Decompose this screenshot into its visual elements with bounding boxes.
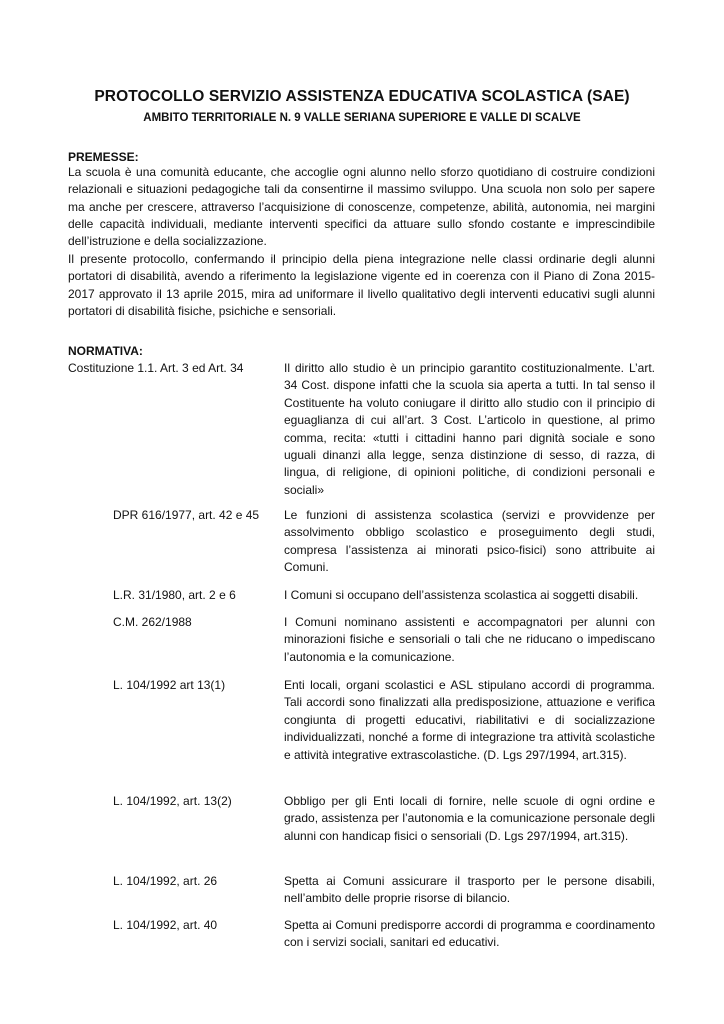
normativa-heading: NORMATIVA: <box>68 344 143 358</box>
normativa-description: I Comuni si occupano dell’assistenza scolastica ai soggetti disabili. <box>284 588 639 602</box>
normativa-reference: L. 104/1992 art 13(1) <box>113 678 226 692</box>
normativa-reference: DPR 616/1977, art. 42 e 45 <box>113 508 260 522</box>
normativa-reference: L. 104/1992, art. 13(2) <box>113 794 232 808</box>
normativa-description: I Comuni nominano assistenti e accompagnatori per alunni con minorazioni fisiche e sensoriali o tali che ne riducano o impediscano l’autonomia e la comunicazione. <box>284 615 655 664</box>
normativa-reference: L. 104/1992, art. 26 <box>113 874 218 888</box>
premesse-paragraph-1: La scuola è una comunità educante, che accoglie ogni alunno nello sforzo quotidiano di costruire condizioni relazionali e situazioni pedagogiche tali da consentirne il massimo sviluppo. Una scuola non solo per sapere ma anche per crescere, attraverso l’acquisizione di conoscenze, competenze, abilità, autonomia, nei margini delle capacità individuali, mediante interventi specifici da attuare sullo sfondo costante e imprescindibile dell’istruzione e della socializzazione. <box>68 165 655 249</box>
normativa-description: Le funzioni di assistenza scolastica (servizi e provvidenze per assolvimento obbligo scolastico e proseguimento degli studi, compresa l’assistenza ai minorati psico-fisici) sono attribuite ai Comuni. <box>284 508 655 575</box>
normativa-reference: L.R. 31/1980, art. 2 e 6 <box>113 588 236 602</box>
document-title: PROTOCOLLO SERVIZIO ASSISTENZA EDUCATIVA SCOLASTICA (SAE) <box>94 88 630 105</box>
normativa-description: Obbligo per gli Enti locali di fornire, nelle scuole di ogni ordine e grado, assistenza per l’autonomia e la comunicazione personale degli alunni con handicap fisici o sensoriali (D. Lgs 297/1994, art.315). <box>284 794 655 843</box>
normativa-description: Spetta ai Comuni assicurare il trasporto per le persone disabili, nell’ambito delle proprie risorse di bilancio. <box>284 874 655 906</box>
premesse-heading: PREMESSE: <box>68 150 139 164</box>
normativa-description: Il diritto allo studio è un principio garantito costituzionalmente. L’art. 34 Cost. dispone infatti che la scuola sia aperta a tutti. In tal senso il Costituente ha voluto coniugare il diritto allo studio con il principio di eguaglianza di cui all’art. 3 Cost. L’articolo in questione, al primo comma, recita: «tutti i cittadini hanno pari dignità sociale e sono uguali dinanzi alla legge, senza distinzione di sesso, di razza, di lingua, di religione, di opinioni politiche, di condizioni personali e sociali» <box>284 361 655 497</box>
normativa-reference: L. 104/1992, art. 40 <box>113 918 218 932</box>
normativa-description: Spetta ai Comuni predisporre accordi di programma e coordinamento con i servizi sociali, sanitari ed educativi. <box>284 918 655 950</box>
normativa-reference: C.M. 262/1988 <box>113 615 192 629</box>
normativa-description: Enti locali, organi scolastici e ASL stipulano accordi di programma. Tali accordi sono finalizzati alla predisposizione, attuazione e verifica congiunta di progetti educativi, riabilitativi e di socializzazione individualizzati, nonché a forme di integrazione tra attività scolastiche e attività integrative extrascolastiche. (D. Lgs 297/1994, art.315). <box>284 678 655 762</box>
document-subtitle: AMBITO TERRITORIALE N. 9 VALLE SERIANA SUPERIORE E VALLE DI SCALVE <box>143 112 581 124</box>
normativa-reference: Costituzione 1.1. Art. 3 ed Art. 34 <box>68 361 244 375</box>
premesse-paragraph-2: Il presente protocollo, confermando il principio della piena integrazione nelle classi ordinarie degli alunni portatori di disabilità, avendo a riferimento la legislazione vigente ed in coerenza con il Piano di Zona 2015-2017 approvato il 13 aprile 2015, mira ad uniformare il livello qualitativo degli interventi educativi sugli alunni portatori di disabilità fisiche, psichiche e sensoriali. <box>68 252 655 318</box>
